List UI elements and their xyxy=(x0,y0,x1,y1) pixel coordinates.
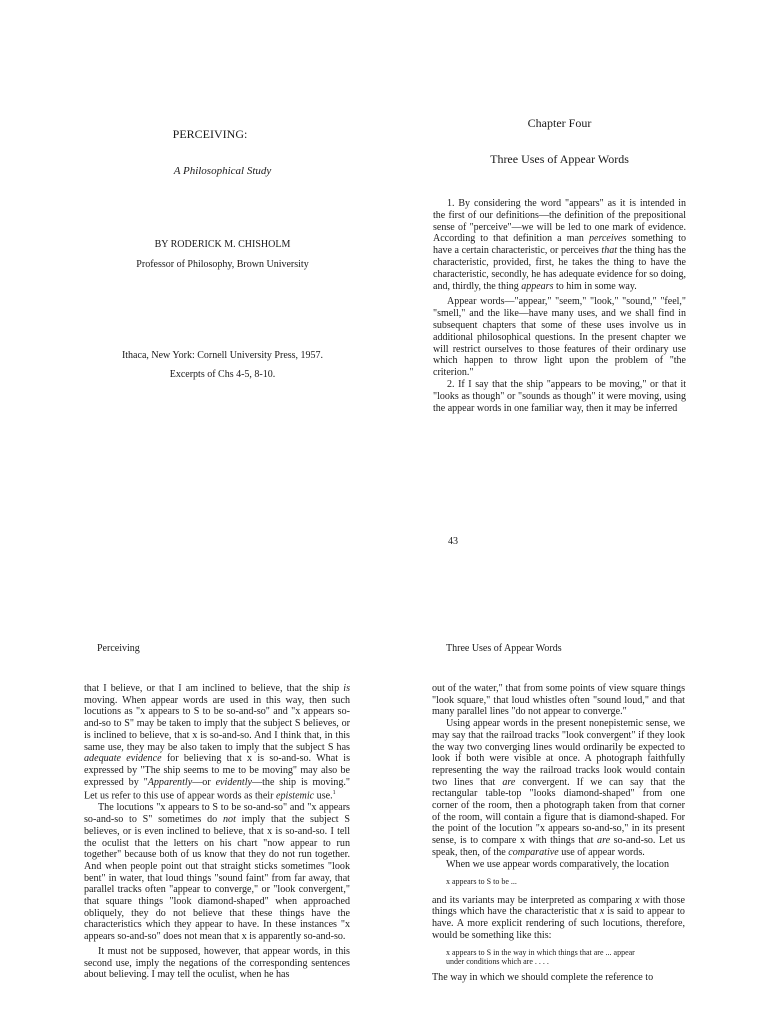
body-paragraph: It must not be supposed, however, that appear words, in this second use, imply the negations of the corresponding sentences about believing. I may tell the oculist, when he has xyxy=(84,945,350,981)
body-paragraph: out of the water," that from some points of view square things "look square," that loud whistles often "sound loud," and that many parallel lines "do not appear to converge." xyxy=(432,683,685,718)
chapter-paragraph: 2. If I say that the ship "appears to be moving," or that it "looks as though" or "sounds as though" it were moving, using the appear words in one familiar way, then it may be inferred xyxy=(433,378,686,414)
book-title: PERCEIVING: xyxy=(172,127,248,141)
right-page-body xyxy=(432,683,685,983)
footnote-marker[interactable]: 1 xyxy=(332,790,336,797)
book-subtitle: A Philosophical Study xyxy=(173,165,272,177)
body-paragraph: When we use appear words comparatively, the location xyxy=(446,858,670,870)
chapter-body xyxy=(433,198,686,414)
formula-display: x appears to S to be ... xyxy=(446,877,517,887)
body-paragraph: that I believe, or that I am inclined to believe, that the ship is moving. When appear words are used in this way, then such locutions as "x appears to S to be so-and-so" and "x appears so-and-so to S" may be taken to imply that the subject S believes, or is inclined to believe, that x is so-and-so. And I think that, in this same use, they may be also taken to imply that the subject S has adequate evidence for believing that x is so-and-so. What is expressed by "The ship seems to me to be moving" may also be expressed by "Apparently—or evidently—the ship is moving." Let us refer to this use of appear words as their epistemic use.$^1$ xyxy=(84,683,351,802)
body-paragraph: Using appear words in the present nonepistemic sense, we may say that the railroad tracks "look convergent" if they look the way two converging lines would ordinarily be expected to look if both were visible at once. A photograph faithfully representing the way the railroad tracks look would contain two lines that are convergent. If we can say that the rectangular table-top "looks diamond-shaped" from one corner of the room, then a photograph taken from that corner of the room, will contain a figure that is diamond-shaped. For the point of the locution "x appears so-and-so," in its present sense, is to compare x with things that are so-and-so. Let us speak, then, of the comparative use of appear words. xyxy=(432,718,686,858)
body-paragraph: The way in which we should complete the reference to xyxy=(432,971,654,983)
page-number: 43 xyxy=(448,536,458,547)
chapter-paragraph: 1. By considering the word "appears" as it is intended in the first of our definitions—the definition of the prepositional sense of "perceive"—we will be led to one mark of evidence. According to that definition a man perceives something to have a certain characteristic, or perceives that the thing has the characteristic, provided, first, he takes the thing to have the characteristic, secondly, he has adequate evidence for so doing, and, thirdly, the thing appears to him in some way. xyxy=(433,198,686,292)
chapter-paragraph: Appear words—"appear," "seem," "look," "sound," "feel," "smell," and the like—have many uses, and we shall find in subsequent chapters that some of these uses involve us in additional philosophical questions. In the present chapter we will restrict ourselves to those features of their ordinary use which happen to throw light upon the problem of "the criterion." xyxy=(433,296,686,379)
body-paragraph: and its variants may be interpreted as comparing x with those things which have the characteristic that x is said to appear to have. A more explicit rendering of such locutions, therefore, would be something like this: xyxy=(432,894,685,941)
excerpts-note: Excerpts of Chs 4-5, 8-10. xyxy=(169,369,276,380)
running-head-left: Perceiving xyxy=(97,643,140,654)
formula-display: x appears to S in the way in which things that are ... appear under conditions which are . . . . xyxy=(446,947,635,967)
chapter-label: Chapter Four xyxy=(527,116,592,130)
running-head-right: Three Uses of Appear Words xyxy=(446,643,562,654)
chapter-title: Three Uses of Appear Words xyxy=(490,152,629,166)
left-page-body xyxy=(84,683,350,981)
publisher-line: Ithaca, New York: Cornell University Press, 1957. xyxy=(121,350,324,361)
author-affiliation: Professor of Philosophy, Brown University xyxy=(136,259,309,270)
author-line: BY RODERICK M. CHISHOLM xyxy=(154,239,291,250)
body-paragraph: The locutions "x appears to S to be so-and-so" and "x appears so-and-so to S" sometimes do not imply that the subject S believes, or is even inclined to believe, that x is so-and-so. I tell the oculist that the letters on his chart "now appear to run together" because both of us know that they do not run together. And when people point out that straight sticks sometimes "look bent" in water, that loud things "sound faint" from far away, that parallel tracks often "appear to converge," or "look convergent," that square things "look diamond-shaped" when approached obliquely, they do not believe that these things have the characteristics which they appear to have. In these instances "x appears so-and-so" does not mean that x is apparently so-and-so. xyxy=(84,802,350,943)
